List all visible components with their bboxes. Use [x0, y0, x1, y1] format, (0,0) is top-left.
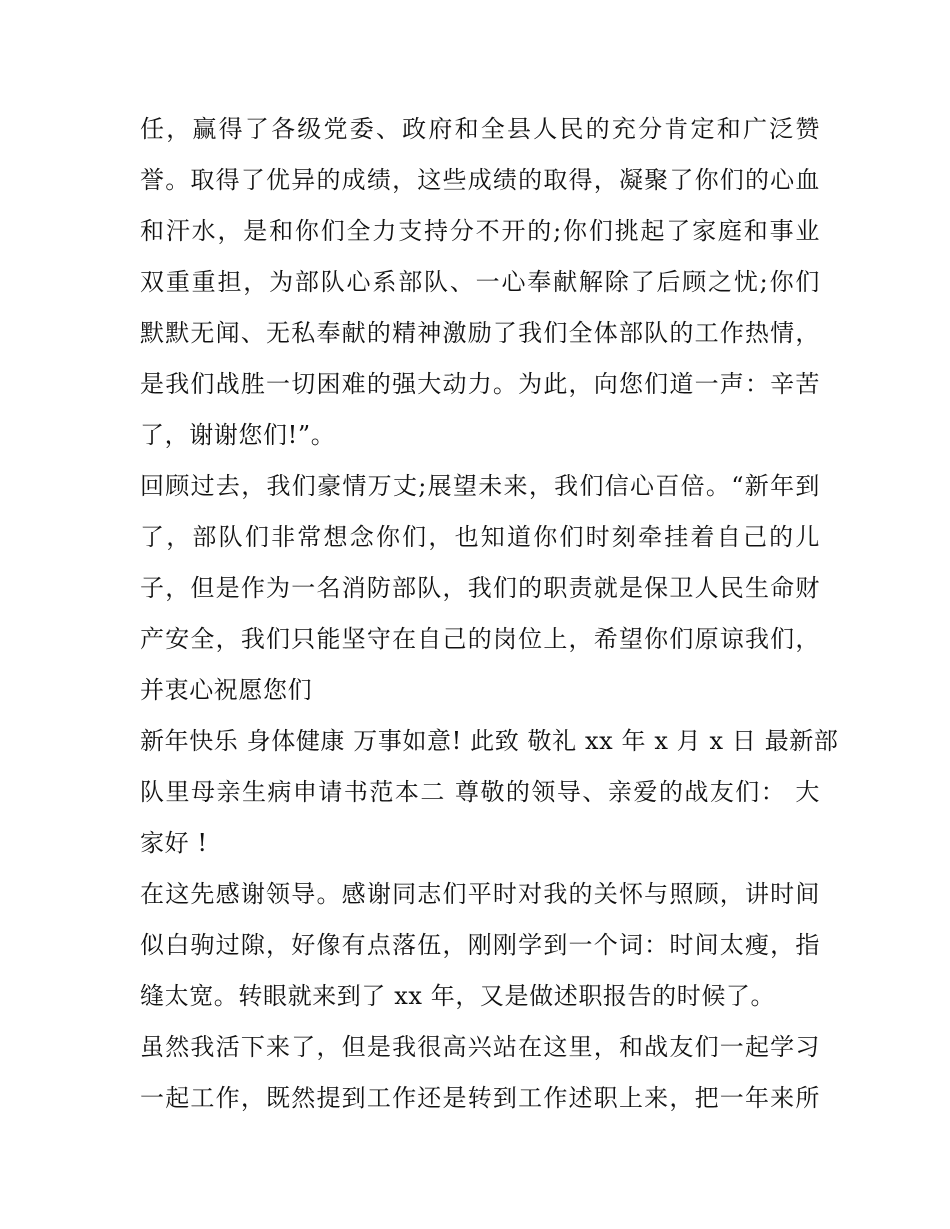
paragraph-line: 缝太宽。转眼就来到了 xx 年，又是做述职报告的时候了。 [140, 982, 776, 1010]
paragraph-line: 似白驹过隙，好像有点落伍，刚刚学到一个词：时间太瘦，指 [140, 931, 820, 959]
paragraph-line: 双重重担，为部队心系部队、一心奉献解除了后顾之忧;你们 [140, 268, 820, 296]
paragraph-line: 默默无闻、无私奉献的精神激励了我们全体部队的工作热情， [140, 319, 820, 347]
paragraph-line: 新年快乐 身体健康 万事如意! 此致 敬礼 xx 年 x 月 x 日 最新部 [140, 727, 839, 755]
paragraph-line: 和汗水，是和你们全力支持分不开的;你们挑起了家庭和事业 [140, 217, 820, 245]
paragraph-line: 并衷心祝愿您们 [140, 676, 313, 704]
paragraph-line: 回顾过去，我们豪情万丈;展望未来，我们信心百倍。“新年到 [140, 472, 820, 500]
paragraph-line: 虽然我活下来了，但是我很高兴站在这里，和战友们一起学习 [140, 1033, 820, 1061]
paragraph-line: 誉。取得了优异的成绩，这些成绩的取得，凝聚了你们的心血 [140, 166, 820, 194]
paragraph-line: 在这先感谢领导。感谢同志们平时对我的关怀与照顾，讲时间 [140, 880, 820, 908]
paragraph-line: 产安全，我们只能坚守在自己的岗位上，希望你们原谅我们， [140, 625, 820, 653]
paragraph-line: 一起工作，既然提到工作还是转到工作述职上来，把一年来所 [140, 1084, 820, 1112]
paragraph-line: 子，但是作为一名消防部队，我们的职责就是保卫人民生命财 [140, 574, 820, 602]
paragraph-line: 家好 ! [140, 829, 208, 857]
paragraph-line: 了，部队们非常想念你们，也知道你们时刻牵挂着自己的儿 [140, 523, 820, 551]
paragraph-line: 了，谢谢您们!”。 [140, 421, 336, 449]
paragraph-line: 队里母亲生病申请书范本二 尊敬的领导、亲爱的战友们： 大 [140, 778, 820, 806]
paragraph-line: 是我们战胜一切困难的强大动力。为此，向您们道一声：辛苦 [140, 370, 820, 398]
paragraph-line: 任，赢得了各级党委、政府和全县人民的充分肯定和广泛赞 [140, 115, 820, 143]
